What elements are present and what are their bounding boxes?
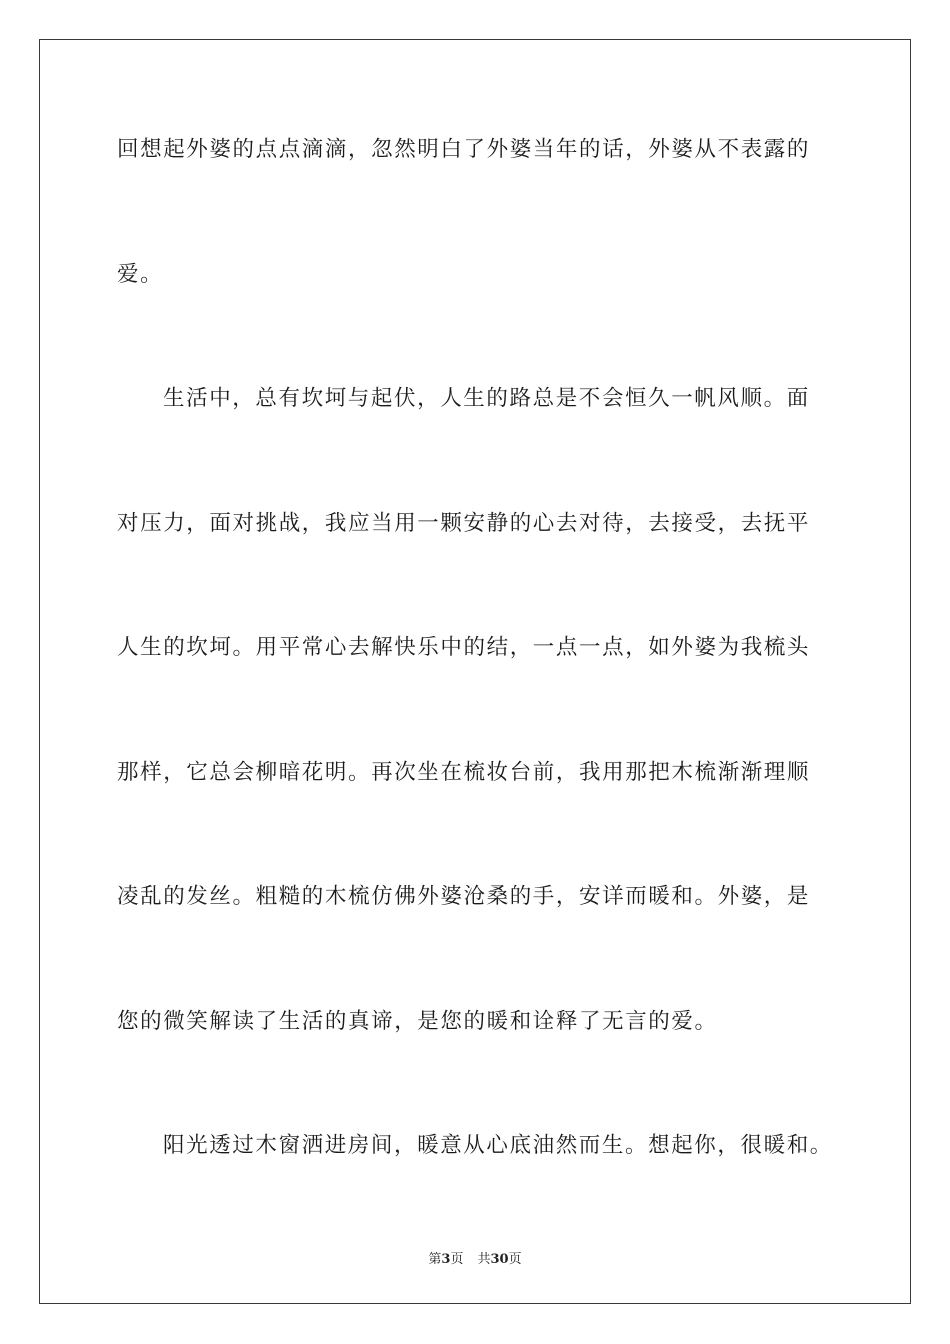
text-line: 生活中，总有坎坷与起伏，人生的路总是不会恒久一帆风顺。面 bbox=[163, 386, 810, 411]
page-current: 3 bbox=[441, 1252, 451, 1267]
page-prefix: 第 bbox=[428, 1252, 442, 1267]
text-line: 那样，它总会柳暗花明。再次坐在梳妆台前，我用那把木梳渐渐理顺 bbox=[117, 760, 811, 785]
page-frame bbox=[39, 39, 911, 1304]
text-line: 阳光透过木窗洒进房间，暖意从心底油然而生。想起你，很暖和。 bbox=[163, 1133, 833, 1158]
total-prefix: 共 bbox=[477, 1252, 491, 1267]
text-line: 您的微笑解读了生活的真谛，是您的暖和诠释了无言的爱。 bbox=[117, 1009, 718, 1034]
text-line: 对压力，面对挑战，我应当用一颗安静的心去对待，去接受，去抚平 bbox=[117, 511, 811, 536]
total-suffix: 页 bbox=[508, 1252, 522, 1267]
text-line: 凌乱的发丝。粗糙的木梳仿佛外婆沧桑的手，安详而暖和。外婆，是 bbox=[117, 884, 811, 909]
page-total: 30 bbox=[490, 1252, 509, 1267]
text-line: 人生的坎坷。用平常心去解快乐中的结，一点一点，如外婆为我梳头 bbox=[117, 635, 811, 660]
text-line: 回想起外婆的点点滴滴，忽然明白了外婆当年的话，外婆从不表露的 bbox=[117, 137, 811, 162]
page-suffix: 页 bbox=[450, 1252, 464, 1267]
page-footer bbox=[0, 1248, 950, 1267]
text-line: 爱。 bbox=[117, 262, 164, 287]
